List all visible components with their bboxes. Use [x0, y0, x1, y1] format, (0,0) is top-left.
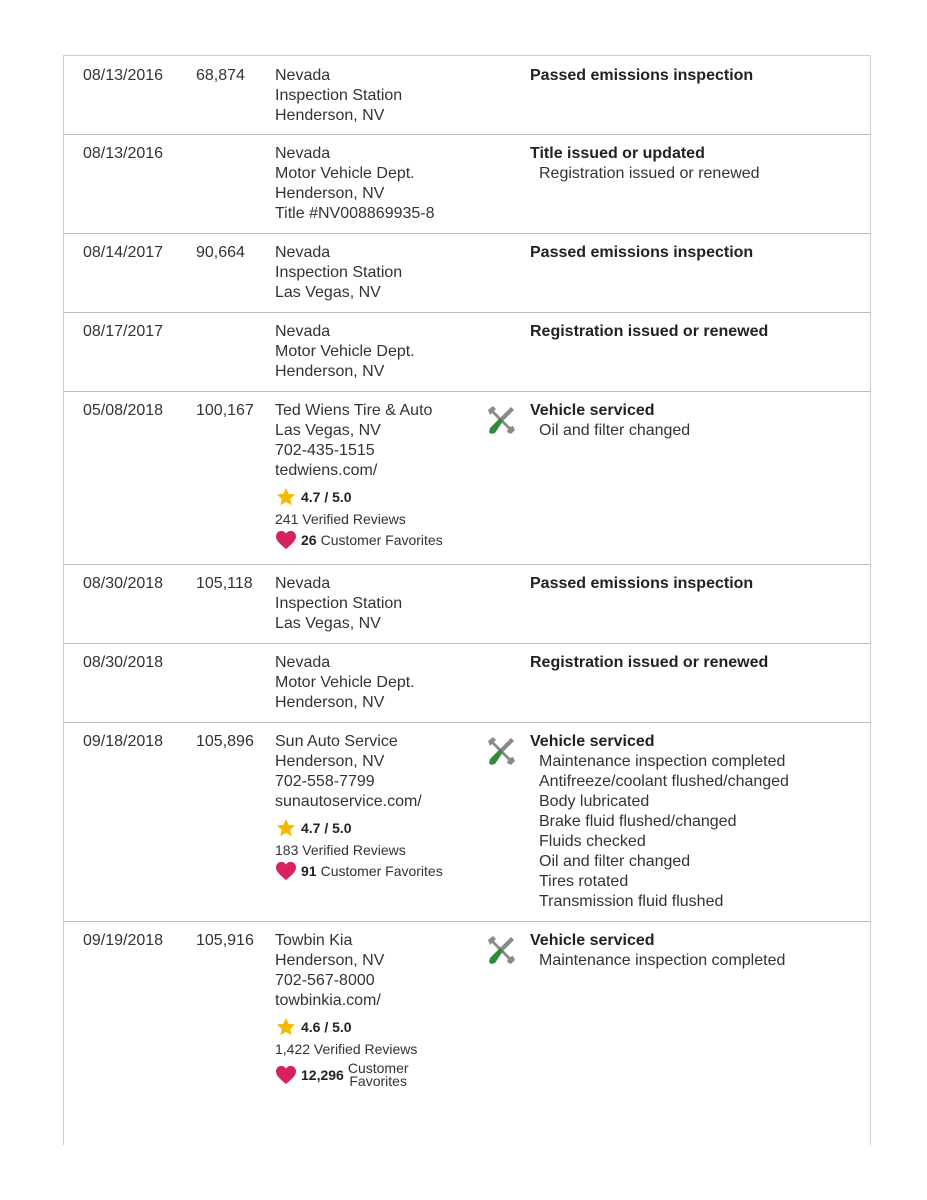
star-icon [275, 486, 297, 508]
source-line: Nevada [275, 244, 331, 261]
source-line: Henderson, NV [275, 753, 385, 770]
record-date: 08/14/2017 [83, 244, 164, 261]
source-line: Nevada [275, 323, 331, 340]
record-event-item: Oil and filter changed [539, 853, 691, 870]
record-details [530, 574, 870, 594]
source-line: Nevada [275, 145, 331, 162]
favorites-label-line: Customer [347, 1060, 409, 1076]
customer-favorites [275, 529, 475, 551]
record-event-title: Passed emissions inspection [530, 67, 754, 84]
record-date: 08/30/2018 [83, 654, 164, 671]
record-event-item: Oil and filter changed [539, 422, 691, 439]
source-line: Inspection Station [275, 264, 403, 281]
record-source [275, 732, 475, 882]
record-source [275, 401, 475, 551]
record-date: 08/13/2016 [83, 145, 164, 162]
source-line: Inspection Station [275, 87, 403, 104]
record-date: 05/08/2018 [83, 402, 164, 419]
source-line: Henderson, NV [275, 694, 385, 711]
source-line: 702-567-8000 [275, 972, 375, 989]
source-rating [275, 816, 475, 840]
source-line: Motor Vehicle Dept. [275, 343, 415, 360]
source-website-link[interactable]: sunautoservice.com/ [275, 793, 422, 810]
record-date: 08/30/2018 [83, 575, 164, 592]
history-record-row [63, 233, 871, 313]
record-source [275, 653, 475, 713]
record-event-title: Passed emissions inspection [530, 575, 754, 592]
customer-favorites [275, 860, 475, 882]
source-line: Nevada [275, 654, 331, 671]
history-record-row [63, 643, 871, 723]
history-record-row [63, 564, 871, 644]
rating-value: 4.7 / 5.0 [301, 489, 352, 505]
verified-reviews[interactable]: 1,422 Verified Reviews [275, 1041, 418, 1057]
record-event-title: Passed emissions inspection [530, 244, 754, 261]
source-line: Sun Auto Service [275, 733, 398, 750]
record-details [530, 931, 870, 971]
record-date: 08/13/2016 [83, 67, 164, 84]
favorites-count: 12,296 [301, 1067, 344, 1083]
record-details [530, 66, 870, 86]
record-odometer: 105,896 [196, 733, 254, 750]
record-details [530, 322, 870, 342]
record-details [530, 732, 870, 912]
heart-icon [275, 1065, 297, 1085]
record-event-item: Maintenance inspection completed [539, 952, 786, 969]
record-details [530, 653, 870, 673]
record-event-item: Fluids checked [539, 833, 646, 850]
favorites-label: Customer Favorites [320, 863, 443, 879]
record-odometer: 100,167 [196, 402, 254, 419]
record-event-item: Antifreeze/coolant flushed/changed [539, 773, 789, 790]
source-line: Las Vegas, NV [275, 422, 381, 439]
source-line: Title #NV008869935-8 [275, 205, 435, 222]
star-icon [275, 817, 297, 839]
heart-icon [275, 530, 297, 550]
service-tools-icon [483, 734, 517, 768]
source-website-link[interactable]: towbinkia.com/ [275, 992, 381, 1009]
rating-value: 4.6 / 5.0 [301, 1019, 352, 1035]
source-rating [275, 1015, 475, 1039]
record-source [275, 322, 475, 382]
service-tools-icon [483, 933, 517, 967]
source-line: 702-435-1515 [275, 442, 375, 459]
verified-reviews[interactable]: 241 Verified Reviews [275, 511, 406, 527]
record-event-title: Registration issued or renewed [530, 323, 769, 340]
history-record-row [63, 921, 871, 1151]
record-date: 09/19/2018 [83, 932, 164, 949]
source-line: Motor Vehicle Dept. [275, 165, 415, 182]
record-event-item: Maintenance inspection completed [539, 753, 786, 770]
record-source [275, 66, 475, 126]
source-line: Henderson, NV [275, 185, 385, 202]
record-event-item: Body lubricated [539, 793, 650, 810]
record-event-title: Vehicle serviced [530, 402, 655, 419]
star-icon [275, 1016, 297, 1038]
record-source [275, 931, 475, 1091]
record-source [275, 243, 475, 303]
record-details [530, 144, 870, 184]
source-line: Ted Wiens Tire & Auto [275, 402, 433, 419]
record-event-title: Title issued or updated [530, 145, 705, 162]
heart-icon [275, 861, 297, 881]
favorites-label [348, 1062, 409, 1088]
rating-value: 4.7 / 5.0 [301, 820, 352, 836]
service-tools-icon [483, 403, 517, 437]
history-record-row [63, 312, 871, 392]
source-line: Henderson, NV [275, 107, 385, 124]
history-record-row [63, 391, 871, 565]
favorites-count: 91 [301, 863, 317, 879]
record-date: 09/18/2018 [83, 733, 164, 750]
record-event-title: Vehicle serviced [530, 932, 655, 949]
record-event-item: Transmission fluid flushed [539, 893, 724, 910]
favorites-label-line: Favorites [349, 1073, 407, 1089]
record-event-item: Tires rotated [539, 873, 629, 890]
source-website-link[interactable]: tedwiens.com/ [275, 462, 378, 479]
history-record-row [63, 134, 871, 234]
source-line: Towbin Kia [275, 932, 353, 949]
record-event-item: Registration issued or renewed [539, 165, 760, 182]
favorites-label: Customer Favorites [320, 532, 443, 548]
favorites-count: 26 [301, 532, 317, 548]
record-odometer: 90,664 [196, 244, 245, 261]
source-line: Inspection Station [275, 595, 403, 612]
record-odometer: 68,874 [196, 67, 245, 84]
history-record-row [63, 56, 871, 135]
source-line: Las Vegas, NV [275, 284, 381, 301]
source-line: Nevada [275, 67, 331, 84]
record-event-title: Vehicle serviced [530, 733, 655, 750]
source-line: Motor Vehicle Dept. [275, 674, 415, 691]
source-line: Las Vegas, NV [275, 615, 381, 632]
source-line: Nevada [275, 575, 331, 592]
source-line: Henderson, NV [275, 952, 385, 969]
record-date: 08/17/2017 [83, 323, 164, 340]
record-source [275, 144, 475, 224]
verified-reviews[interactable]: 183 Verified Reviews [275, 842, 406, 858]
source-line: 702-558-7799 [275, 773, 375, 790]
history-record-row [63, 722, 871, 922]
record-odometer: 105,118 [196, 575, 253, 592]
record-event-title: Registration issued or renewed [530, 654, 769, 671]
record-details [530, 401, 870, 441]
customer-favorites [275, 1059, 475, 1091]
source-rating [275, 485, 475, 509]
record-details [530, 243, 870, 263]
record-odometer: 105,916 [196, 932, 254, 949]
record-source [275, 574, 475, 634]
source-line: Henderson, NV [275, 363, 385, 380]
record-event-item: Brake fluid flushed/changed [539, 813, 737, 830]
